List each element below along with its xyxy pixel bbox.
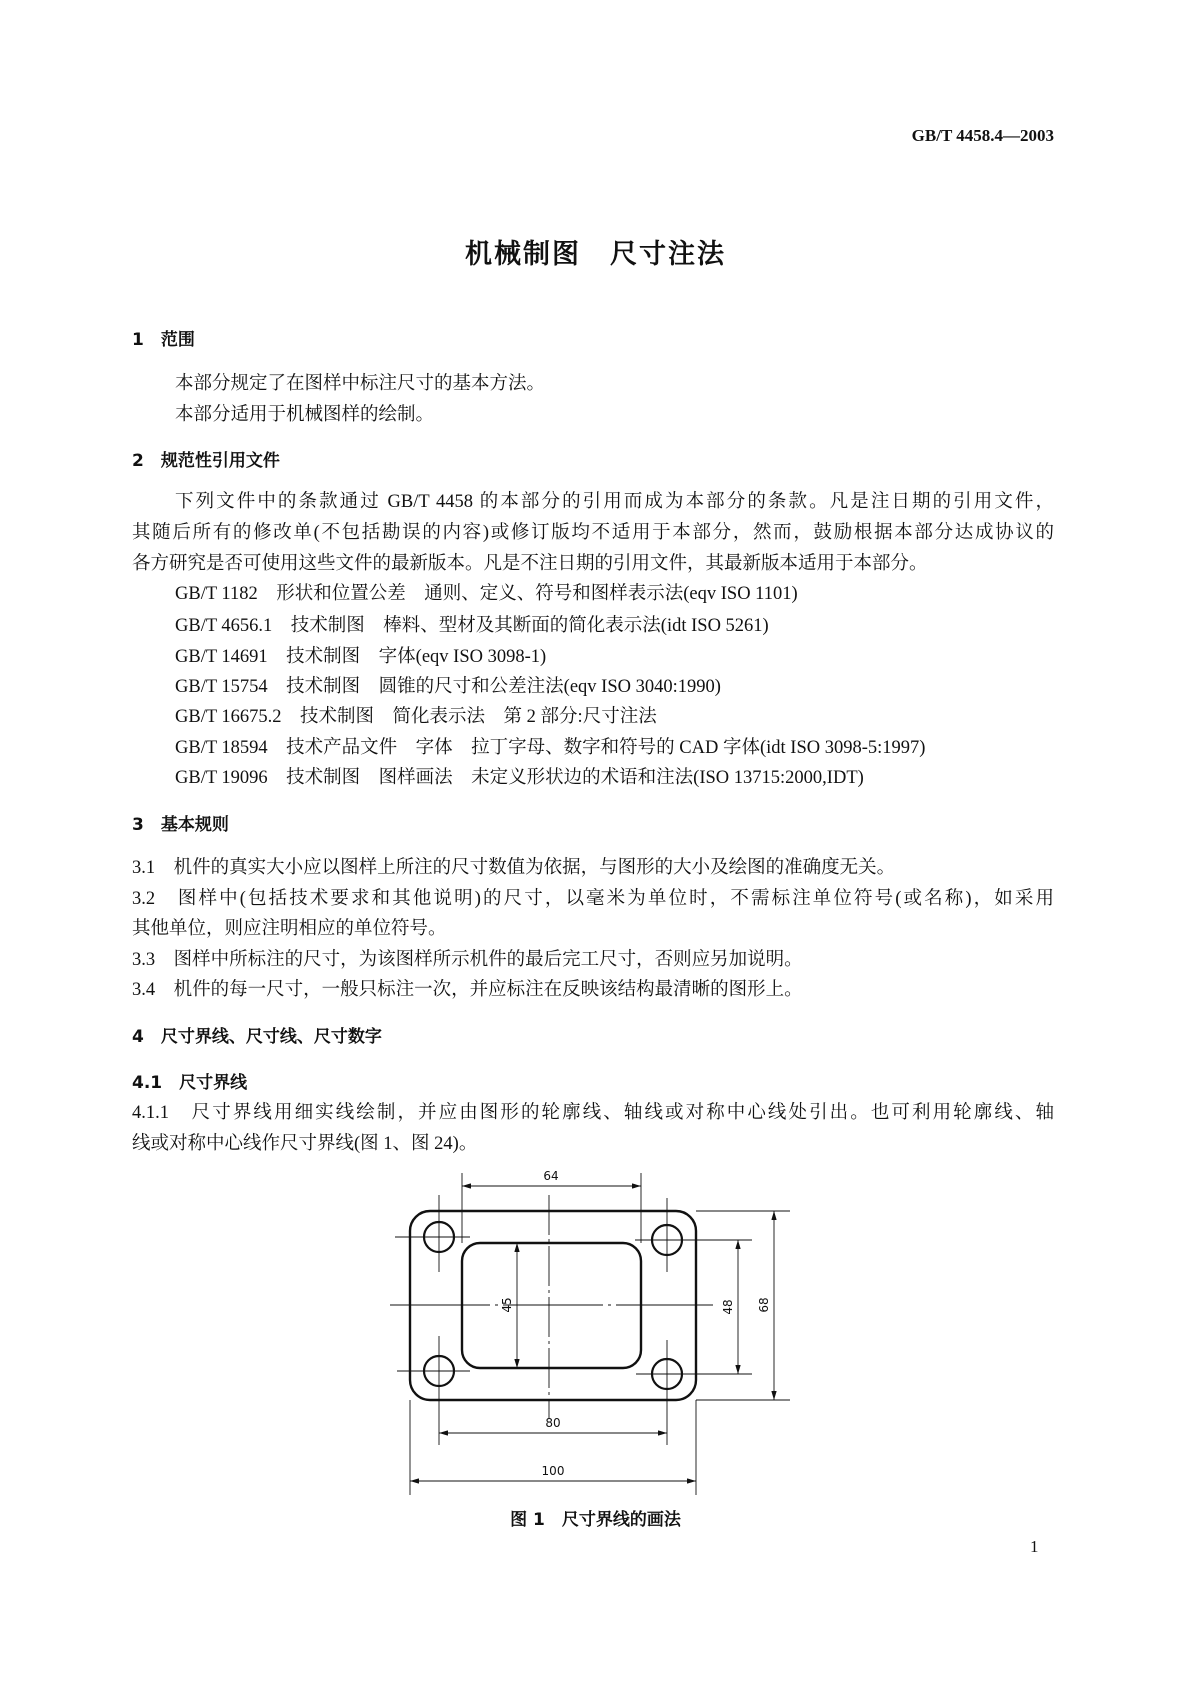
subsection-heading: 4.1 尺寸界线 <box>132 1073 248 1093</box>
reference-item: GB/T 18594 技术产品文件 字体 拉丁字母、数字和符号的 CAD 字体(idt ISO 3098-5:1997) <box>175 738 926 758</box>
figure-caption: 图 1 尺寸界线的画法 <box>510 1510 681 1530</box>
section-1-heading: 1 范围 <box>132 330 195 350</box>
dim-68: 68 <box>757 1297 771 1313</box>
dim-45: 45 <box>500 1297 514 1313</box>
window-outline <box>462 1243 641 1368</box>
standard-number: GB/T 4458.4—2003 <box>911 126 1054 145</box>
reference-item: GB/T 19096 技术制图 图样画法 未定义形状边的术语和注法(ISO 13715:2000,IDT) <box>175 768 864 788</box>
reference-item: GB/T 1182 形状和位置公差 通则、定义、符号和图样表示法(eqv ISO 1101) <box>175 584 798 604</box>
paragraph: 本部分规定了在图样中标注尺寸的基本方法。 <box>175 374 546 394</box>
section-2-heading: 2 规范性引用文件 <box>132 451 280 471</box>
clause: 4.1.1 尺寸界线用细实线绘制，并应由图形的轮廓线、轴线或对称中心线处引出。也可利用轮廓线、轴 <box>132 1103 1054 1123</box>
section-4-heading: 4 尺寸界线、尺寸线、尺寸数字 <box>132 1027 382 1047</box>
paragraph: 各方研究是否可使用这些文件的最新版本。凡是不注日期的引用文件，其最新版本适用于本部分。 <box>132 554 928 574</box>
dim-100: 100 <box>541 1464 565 1478</box>
clause: 3.2 图样中(包括技术要求和其他说明)的尺寸，以毫米为单位时，不需标注单位符号(或名称)，如采用 <box>132 889 1054 909</box>
clause: 其他单位，则应注明相应的单位符号。 <box>132 919 447 939</box>
paragraph: 其随后所有的修改单(不包括勘误的内容)或修订版均不适用于本部分，然而，鼓励根据本部分达成协议的 <box>132 523 1054 543</box>
clause: 3.4 机件的每一尺寸，一般只标注一次，并应标注在反映该结构最清晰的图形上。 <box>132 980 803 1000</box>
reference-item: GB/T 16675.2 技术制图 简化表示法 第 2 部分:尺寸注法 <box>175 707 657 727</box>
paragraph: 本部分适用于机械图样的绘制。 <box>175 405 435 425</box>
reference-item: GB/T 15754 技术制图 圆锥的尺寸和公差注法(eqv ISO 3040:1990) <box>175 677 721 697</box>
dim-80: 80 <box>545 1416 561 1430</box>
dim-48: 48 <box>721 1299 735 1315</box>
reference-item: GB/T 4656.1 技术制图 棒料、型材及其断面的简化表示法(idt ISO 5261) <box>175 616 769 636</box>
clause: 3.3 图样中所标注的尺寸，为该图样所示机件的最后完工尺寸，否则应另加说明。 <box>132 950 803 970</box>
page-number: 1 <box>1030 1537 1039 1556</box>
dim-64: 64 <box>543 1169 559 1183</box>
page-title: 机械制图 尺寸注法 <box>465 239 726 270</box>
clause: 3.1 机件的真实大小应以图样上所注的尺寸数值为依据，与图形的大小及绘图的准确度无关。 <box>132 858 896 878</box>
clause: 线或对称中心线作尺寸界线(图 1、图 24)。 <box>132 1134 478 1154</box>
section-3-heading: 3 基本规则 <box>132 815 229 835</box>
paragraph: 下列文件中的条款通过 GB/T 4458 的本部分的引用而成为本部分的条款。凡是注日期的引用文件， <box>175 492 1054 512</box>
reference-item: GB/T 14691 技术制图 字体(eqv ISO 3098-1) <box>175 647 547 667</box>
